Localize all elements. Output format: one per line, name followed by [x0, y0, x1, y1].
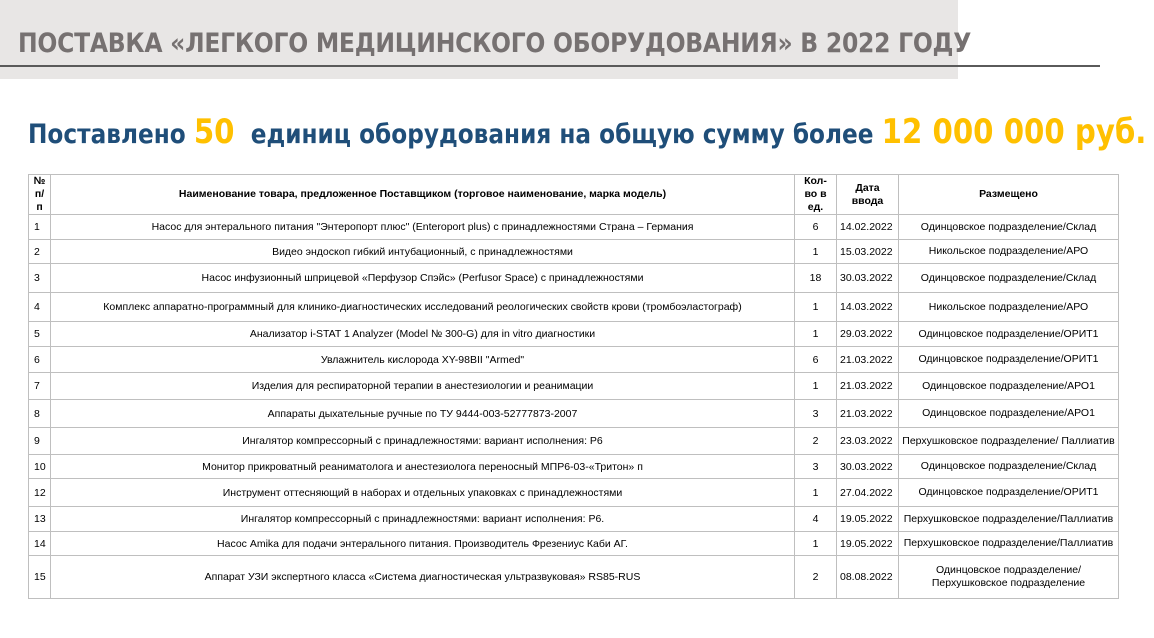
- table-row: [29, 556, 1119, 599]
- row-date: 14.02.2022: [837, 215, 899, 240]
- header-num: № п/п: [29, 175, 51, 215]
- row-qty: 3: [795, 455, 837, 479]
- table-body: [29, 215, 1119, 599]
- table-row: [29, 532, 1119, 556]
- row-date: 08.08.2022: [837, 556, 899, 599]
- row-place: Одинцовское подразделение/Склад: [899, 455, 1119, 479]
- table-row: [29, 293, 1119, 322]
- row-place: Одинцовское подразделение/ОРИТ1: [899, 479, 1119, 507]
- row-date: 15.03.2022: [837, 240, 899, 264]
- row-qty: 2: [795, 428, 837, 455]
- row-num: 3: [29, 264, 51, 293]
- row-place: Одинцовское подразделение/ОРИТ1: [899, 322, 1119, 347]
- row-qty: 1: [795, 293, 837, 322]
- row-name: Насос инфузионный шприцевой «Перфузор Спэйс» (Perfusor Space) с принадлежностями: [51, 264, 795, 293]
- header-place: Размещено: [899, 175, 1119, 215]
- row-date: 21.03.2022: [837, 373, 899, 400]
- row-qty: 1: [795, 373, 837, 400]
- row-qty: 3: [795, 400, 837, 428]
- headline-text-2: единиц оборудования на общую сумму более: [250, 119, 874, 150]
- row-date: 30.03.2022: [837, 455, 899, 479]
- row-place: Перхушковское подразделение/ Паллиатив: [899, 428, 1119, 455]
- header-date: Дата ввода: [837, 175, 899, 215]
- table-row: [29, 373, 1119, 400]
- row-place: Одинцовское подразделение/АРО1: [899, 373, 1119, 400]
- headline-amount: 12 000 000 руб.: [881, 112, 1147, 152]
- row-place: Одинцовское подразделение/АРО1: [899, 400, 1119, 428]
- row-date: 23.03.2022: [837, 428, 899, 455]
- row-num: 1: [29, 215, 51, 240]
- row-num: 8: [29, 400, 51, 428]
- row-num: 14: [29, 532, 51, 556]
- table-row: [29, 455, 1119, 479]
- row-name: Анализатор i-STAT 1 Analyzer (Model № 300-G) для in vitro диагностики: [51, 322, 795, 347]
- row-name: Аппараты дыхательные ручные по ТУ 9444-003-52777873-2007: [51, 400, 795, 428]
- row-num: 4: [29, 293, 51, 322]
- row-num: 5: [29, 322, 51, 347]
- row-place: Никольское подразделение/АРО: [899, 293, 1119, 322]
- row-qty: 1: [795, 479, 837, 507]
- title-underline: [0, 65, 1100, 67]
- row-num: 2: [29, 240, 51, 264]
- row-place: Никольское подразделение/АРО: [899, 240, 1119, 264]
- row-num: 13: [29, 507, 51, 532]
- row-date: 30.03.2022: [837, 264, 899, 293]
- row-date: 27.04.2022: [837, 479, 899, 507]
- row-name: Комплекс аппаратно-программный для клинико-диагностических исследований реологических свойств крови (тромбоэластограф): [51, 293, 795, 322]
- row-qty: 2: [795, 556, 837, 599]
- row-name: Ингалятор компрессорный с принадлежностями: вариант исполнения: Р6.: [51, 507, 795, 532]
- row-name: Насос Amika для подачи энтерального питания. Производитель Фрезениус Каби АГ.: [51, 532, 795, 556]
- header-name: Наименование товара, предложенное Поставщиком (торговое наименование, марка модель): [51, 175, 795, 215]
- table-row: [29, 322, 1119, 347]
- table-row: [29, 428, 1119, 455]
- row-place: Одинцовское подразделение/Склад: [899, 264, 1119, 293]
- table-row: [29, 479, 1119, 507]
- row-date: 29.03.2022: [837, 322, 899, 347]
- page-title: ПОСТАВКА «ЛЕГКОГО МЕДИЦИНСКОГО ОБОРУДОВАНИЯ» В 2022 ГОДУ: [18, 28, 972, 59]
- row-num: 10: [29, 455, 51, 479]
- row-name: Насос для энтерального питания "Энтеропорт плюс" (Enteroport plus) с принадлежностями Страна – Германия: [51, 215, 795, 240]
- row-place: Перхушковское подразделение/Паллиатив: [899, 507, 1119, 532]
- row-qty: 1: [795, 240, 837, 264]
- row-date: 21.03.2022: [837, 347, 899, 373]
- row-qty: 1: [795, 532, 837, 556]
- summary-headline: [28, 112, 1146, 152]
- row-qty: 6: [795, 347, 837, 373]
- row-place: Одинцовское подразделение/Склад: [899, 215, 1119, 240]
- header-qty: Кол-во в ед.: [795, 175, 837, 215]
- row-place: Перхушковское подразделение/Паллиатив: [899, 532, 1119, 556]
- headline-count: 50: [193, 112, 235, 152]
- row-place: Одинцовское подразделение/Перхушковское подразделение: [899, 556, 1119, 599]
- table-row: [29, 240, 1119, 264]
- row-name: Видео эндоскоп гибкий интубационный, с принадлежностями: [51, 240, 795, 264]
- row-num: 12: [29, 479, 51, 507]
- row-name: Увлажнитель кислорода XY-98BII "Armed": [51, 347, 795, 373]
- row-qty: 4: [795, 507, 837, 532]
- row-num: 9: [29, 428, 51, 455]
- row-num: 6: [29, 347, 51, 373]
- row-qty: 6: [795, 215, 837, 240]
- row-date: 19.05.2022: [837, 507, 899, 532]
- row-num: 7: [29, 373, 51, 400]
- table-header-row: [29, 175, 1119, 215]
- row-name: Инструмент оттесняющий в наборах и отдельных упаковках с принадлежностями: [51, 479, 795, 507]
- row-date: 14.03.2022: [837, 293, 899, 322]
- row-name: Изделия для респираторной терапии в анестезиологии и реанимации: [51, 373, 795, 400]
- row-qty: 18: [795, 264, 837, 293]
- row-name: Аппарат УЗИ экспертного класса «Система диагностическая ультразвуковая» RS85-RUS: [51, 556, 795, 599]
- table-row: [29, 347, 1119, 373]
- row-name: Монитор прикроватный реаниматолога и анестезиолога переносный МПР6-03-«Тритон» п: [51, 455, 795, 479]
- row-date: 21.03.2022: [837, 400, 899, 428]
- row-place: Одинцовское подразделение/ОРИТ1: [899, 347, 1119, 373]
- equipment-table: [28, 174, 1119, 599]
- row-num: 15: [29, 556, 51, 599]
- table-row: [29, 400, 1119, 428]
- row-date: 19.05.2022: [837, 532, 899, 556]
- row-name: Ингалятор компрессорный с принадлежностями: вариант исполнения: Р6: [51, 428, 795, 455]
- table-row: [29, 264, 1119, 293]
- table-row: [29, 215, 1119, 240]
- row-qty: 1: [795, 322, 837, 347]
- table-row: [29, 507, 1119, 532]
- headline-text-1: Поставлено: [28, 119, 186, 150]
